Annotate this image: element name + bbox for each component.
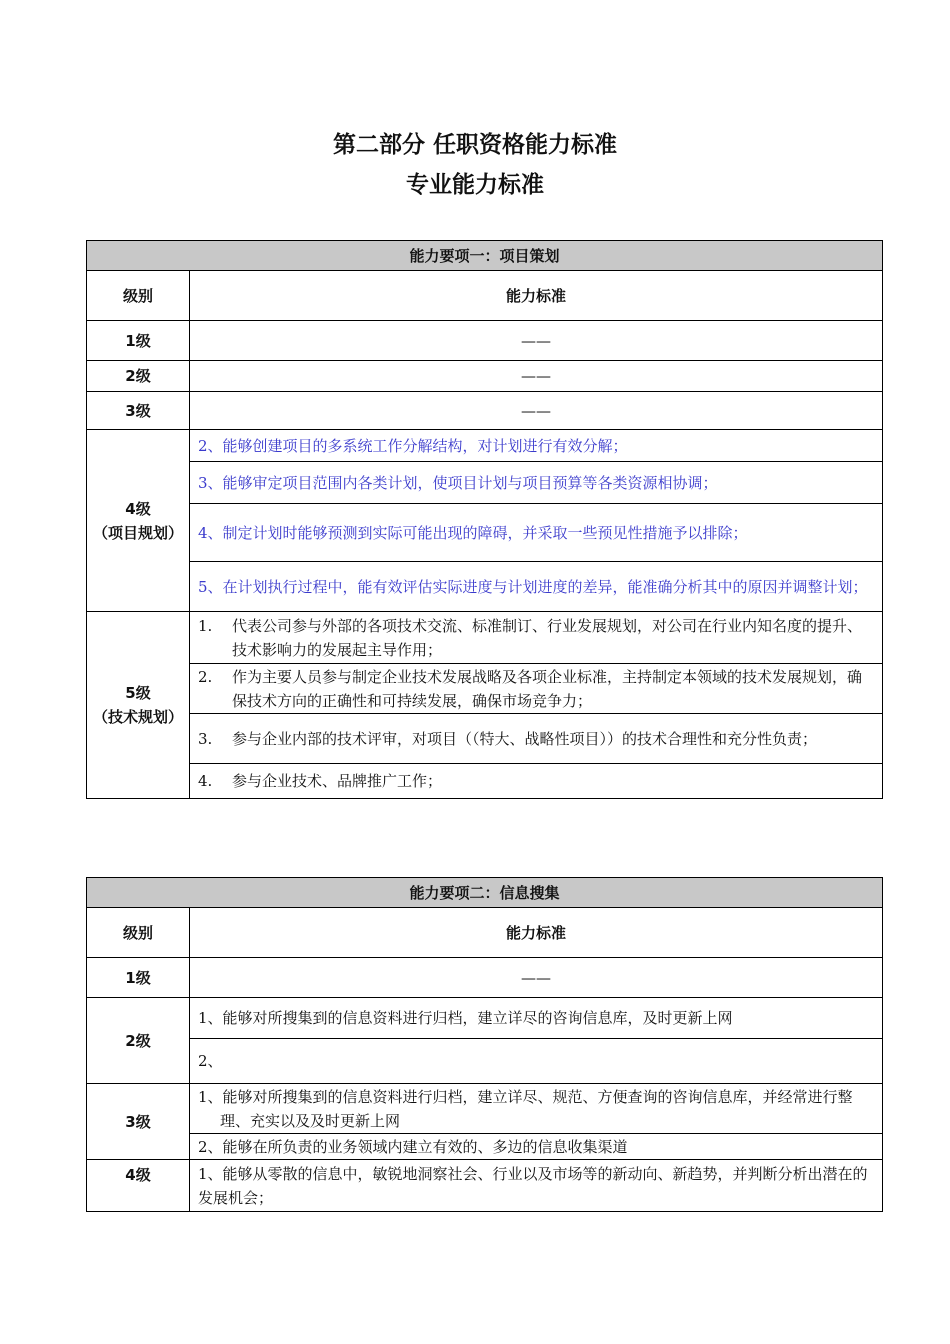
- standard-item: [190, 714, 883, 764]
- level-cell: 1级: [87, 958, 190, 998]
- standard-cell: ——: [190, 958, 883, 998]
- standard-cell: ——: [190, 392, 883, 430]
- document-title: 第二部分 任职资格能力标准: [332, 132, 617, 158]
- column-header-standard: 能力标准: [190, 271, 883, 321]
- column-header-standard: 能力标准: [190, 908, 883, 958]
- level-label: 4级: [125, 499, 151, 518]
- standard-item: 3、能够审定项目范围内各类计划，使项目计划与项目预算等各类资源相协调；: [190, 462, 883, 504]
- standard-item: 1、能够对所搜集到的信息资料进行归档，建立详尽的咨询信息库，及时更新上网: [190, 998, 883, 1039]
- level-sublabel: （项目规划）: [92, 523, 183, 542]
- standard-item: 1、能够从零散的信息中，敏锐地洞察社会、行业以及市场等的新动向、新趋势，并判断分析出潜在的发展机会；: [190, 1160, 883, 1212]
- competency-table-project-planning: [86, 240, 883, 799]
- level-cell: [87, 430, 190, 612]
- level-cell: 4级: [87, 1160, 190, 1212]
- standard-item: 2、: [190, 1039, 883, 1084]
- item-number: 2.: [198, 667, 213, 686]
- item-text: 参与企业技术、品牌推广工作；: [232, 772, 443, 790]
- item-number: 3.: [198, 729, 213, 748]
- standard-item: 5、在计划执行过程中，能有效评估实际进度与计划进度的差异，能准确分析其中的原因并调整计划；: [190, 562, 883, 612]
- table-header: 能力要项一：项目策划: [87, 241, 883, 271]
- competency-table-information-gathering: [86, 877, 883, 1212]
- standard-item: [190, 664, 883, 714]
- standard-cell: ——: [190, 361, 883, 392]
- document-subtitle: 专业能力标准: [406, 172, 544, 198]
- level-cell: 2级: [87, 361, 190, 392]
- level-sublabel: （技术规划）: [92, 708, 183, 726]
- level-cell: [87, 612, 190, 799]
- item-number: 1.: [198, 616, 213, 635]
- level-label: 5级: [125, 684, 151, 702]
- standard-item: 2、能够创建项目的多系统工作分解结构，对计划进行有效分解；: [190, 430, 883, 462]
- item-text: 参与企业内部的技术评审，对项目（（特大、战略性项目））的技术合理性和充分性负责；: [232, 729, 818, 748]
- item-number: 4.: [198, 772, 213, 790]
- standard-item: 2、能够在所负责的业务领域内建立有效的、多边的信息收集渠道: [190, 1134, 883, 1160]
- table-header: 能力要项二：信息搜集: [87, 878, 883, 908]
- level-cell: 2级: [87, 998, 190, 1084]
- standard-item: [190, 764, 883, 799]
- item-text: 作为主要人员参与制定企业技术发展战略及各项企业标准，主持制定本领域的技术发展规划，确保技术方向的正确性和可持续发展，确保市场竞争力；: [232, 667, 863, 710]
- column-header-level: 级别: [87, 908, 190, 958]
- level-cell: 3级: [87, 392, 190, 430]
- standard-item: [190, 612, 883, 664]
- item-text: 代表公司参与外部的各项技术交流、标准制订、行业发展规划，对公司在行业内知名度的提升、技术影响力的发展起主导作用；: [232, 616, 863, 659]
- column-header-level: 级别: [87, 271, 190, 321]
- standard-item: 1、能够对所搜集到的信息资料进行归档，建立详尽、规范、方便查询的咨询信息库，并经常进行整理、充实以及及时更新上网: [190, 1084, 883, 1134]
- standard-cell: ——: [190, 321, 883, 361]
- level-cell: 1级: [87, 321, 190, 361]
- level-cell: 3级: [87, 1084, 190, 1160]
- standard-item: 4、制定计划时能够预测到实际可能出现的障碍，并采取一些预见性措施予以排除；: [190, 504, 883, 562]
